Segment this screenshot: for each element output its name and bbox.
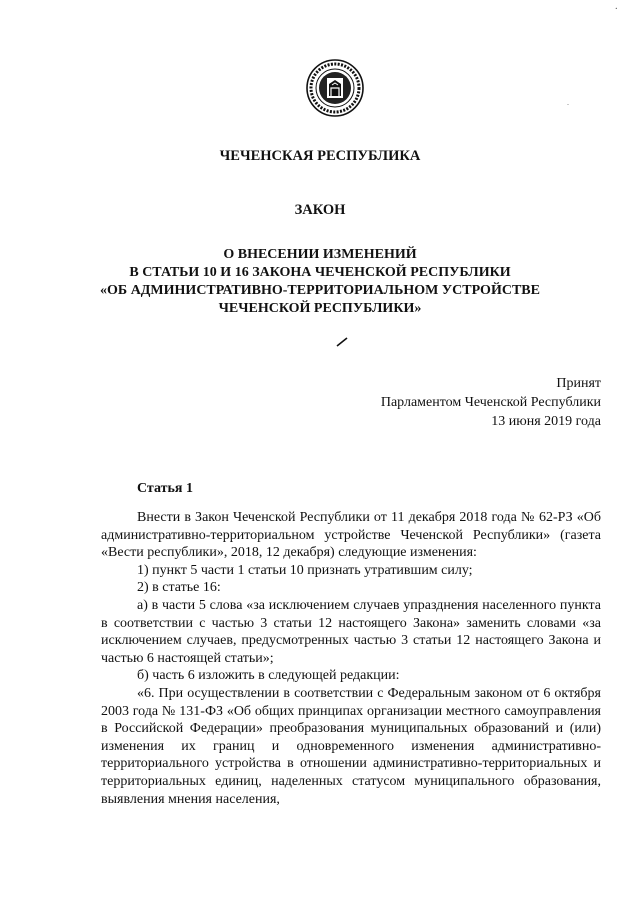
document-type-heading: ЗАКОН — [294, 202, 346, 218]
law-title — [0, 246, 640, 318]
adoption-block — [381, 374, 601, 431]
paragraph: 1) пункт 5 части 1 статьи 10 признать утратившим силу; — [137, 562, 473, 578]
law-title-line: «ОБ АДМИНИСТРАТИВНО-ТЕРРИТОРИАЛЬНОМ УСТРОЙСТВЕ — [100, 283, 540, 298]
article-title: Статья 1 — [137, 481, 193, 496]
law-title-line: ЧЕЧЕНСКОЙ РЕСПУБЛИКИ» — [218, 301, 422, 316]
coat-of-arms-emblem — [305, 58, 365, 118]
pen-mark — [336, 337, 348, 347]
adoption-line: Парламентом Чеченской Республики — [380, 395, 601, 410]
law-title-line: О ВНЕСЕНИИ ИЗМЕНЕНИЙ — [223, 247, 417, 262]
paragraph: б) часть 6 изложить в следующей редакции: — [137, 668, 400, 684]
paragraph: а) в части 5 слова «за исключением случаев упразднения населенного пункта в соответствии с частью 3 статьи 12 настоящего Закона» заменить словами «за исключением случаев, предусмотренных частью 3 статьи 12 настоящего Закона и частью 6 настоящей статьи»; — [101, 597, 601, 666]
paragraph: «6. При осуществлении в соответствии с Федеральным законом от 6 октября 2003 года № 131-ФЗ «Об общих принципах организации местного самоуправления в Российской Федерации» преобразования муниципальных образований и (или) изменения их границ и одновременного изменения административно-территориального устройства в отношении административно-территориальных и территориальных единиц, наделенных статусом муниципального образования, выявления мнения населения, — [101, 685, 601, 807]
law-title-line: В СТАТЬИ 10 И 16 ЗАКОНА ЧЕЧЕНСКОЙ РЕСПУБЛИКИ — [129, 265, 511, 280]
paragraph: 2) в статье 16: — [137, 580, 221, 596]
scan-mark: · — [614, 4, 618, 15]
adoption-line: Принят — [556, 376, 601, 391]
article-body — [101, 509, 601, 808]
scan-speck: . — [567, 98, 569, 107]
adoption-date: 13 июня 2019 года — [491, 414, 601, 429]
republic-heading: ЧЕЧЕНСКАЯ РЕСПУБЛИКА — [219, 148, 421, 164]
paragraph: Внести в Закон Чеченской Республики от 11 декабря 2018 года № 62-РЗ «Об административно-территориальном устройстве Чеченской Республики» (газета «Вести республики», 2018, 12 декабря) следующие изменения: — [101, 510, 601, 561]
